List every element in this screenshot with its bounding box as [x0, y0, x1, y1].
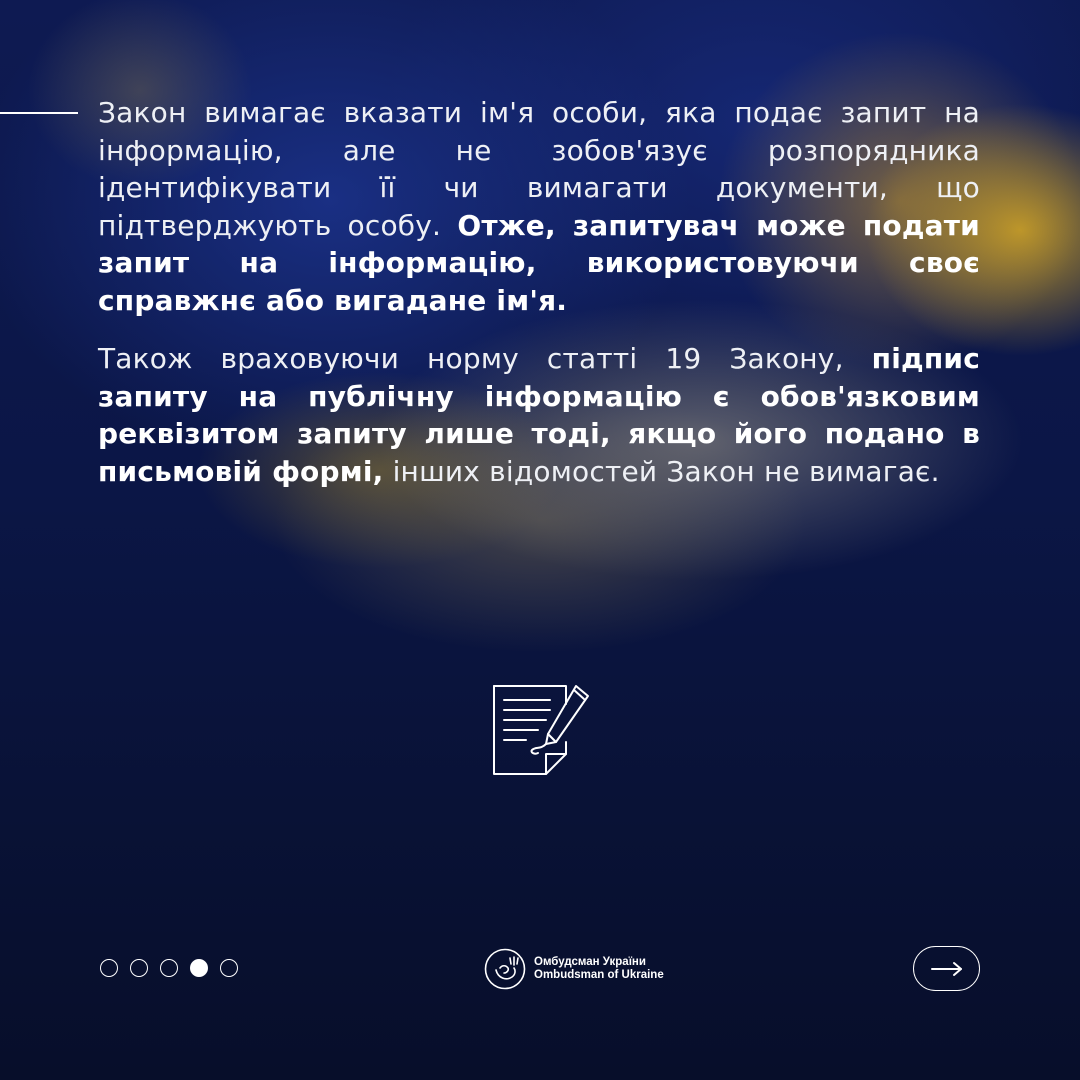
paragraph-2-normal-end: інших відомостей Закон не вимагає. — [392, 454, 940, 488]
paragraph-1 — [98, 94, 980, 319]
paragraph-2-bold: підпис запиту на публічну інформацію є обов'язковим реквізитом запиту лише тоді, якщо його подано в письмовій формі, — [98, 342, 980, 488]
pagination-dot[interactable] — [190, 959, 208, 977]
pagination-dot[interactable] — [220, 959, 238, 977]
pagination-dots — [100, 959, 238, 977]
next-slide-button[interactable] — [913, 946, 980, 991]
arrow-right-icon — [930, 961, 964, 977]
logo-text-ukrainian: Омбудсман України — [534, 956, 646, 968]
pagination-dot[interactable] — [130, 959, 148, 977]
ombudsman-emblem-icon — [484, 948, 526, 990]
decorative-rule — [0, 112, 78, 114]
paragraph-2 — [98, 340, 980, 490]
pagination-dot[interactable] — [160, 959, 178, 977]
ombudsman-logo — [484, 948, 664, 990]
logo-text-english: Ombudsman of Ukraine — [534, 969, 664, 981]
paragraph-1-bold: Отже, запитувач може подати запит на інформацію, використовуючи своє справжнє або вигадане ім'я. — [98, 208, 980, 317]
document-with-pen-icon — [490, 680, 594, 780]
paragraph-2-normal-start: Також враховуючи норму статті 19 Закону, — [98, 342, 844, 375]
pagination-dot[interactable] — [100, 959, 118, 977]
paragraph-1-normal: Закон вимагає вказати ім'я особи, яка подає запит на інформацію, але не зобов'язує розпорядника ідентифікувати її чи вимагати документи, що підтверджують особу. — [98, 96, 980, 242]
